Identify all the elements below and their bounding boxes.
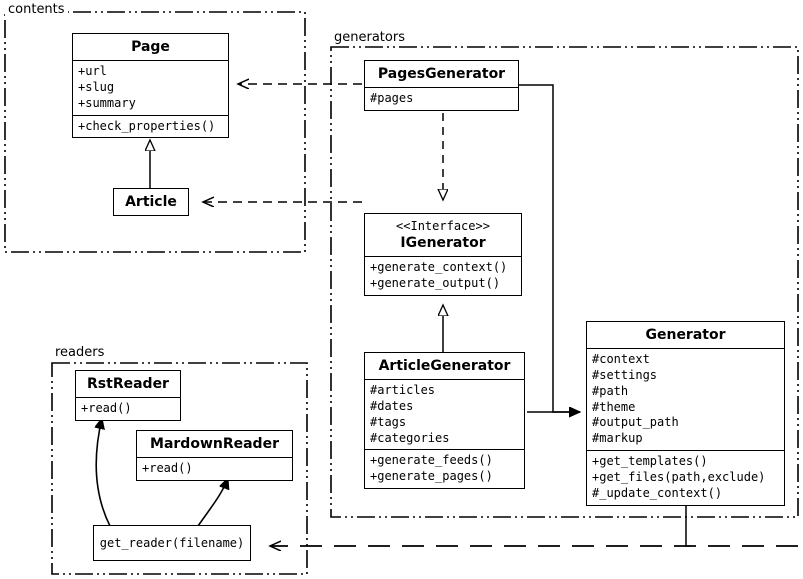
- class-article-title: Article: [125, 194, 177, 210]
- attribute: #path: [592, 383, 629, 398]
- attribute: #pages: [370, 91, 414, 106]
- class-igenerator[interactable]: [364, 213, 522, 296]
- method: +generate_output(): [370, 275, 501, 290]
- method: +read(): [142, 461, 193, 476]
- class-pages-generator-title: PagesGenerator: [377, 66, 506, 82]
- class-article-generator-title: ArticleGenerator: [378, 358, 511, 374]
- class-generator[interactable]: [586, 321, 785, 506]
- attribute: #settings: [592, 367, 658, 382]
- class-rst-reader[interactable]: [75, 370, 181, 421]
- class-igenerator-stereotype: <<Interface>>: [396, 219, 490, 233]
- method: +get_files(path,exclude): [592, 469, 766, 484]
- attribute: +slug: [78, 79, 115, 94]
- class-page-attributes: [73, 60, 228, 114]
- class-page-title: Page: [131, 39, 170, 55]
- class-mardown-reader-title: MardownReader: [150, 436, 279, 452]
- attribute: +summary: [78, 95, 136, 110]
- class-pages-generator-attributes: [365, 87, 518, 110]
- method: +get_templates(): [592, 454, 708, 469]
- attribute: #categories: [370, 430, 450, 445]
- class-page[interactable]: [72, 33, 229, 138]
- class-article[interactable]: [113, 188, 189, 216]
- method: +generate_context(): [370, 259, 508, 274]
- class-page-methods: [73, 115, 228, 138]
- class-generator-methods: [587, 450, 784, 504]
- class-rst-reader-title: RstReader: [87, 376, 169, 392]
- attribute: #dates: [370, 398, 414, 413]
- class-article-generator-methods: [365, 449, 524, 488]
- attribute: #output_path: [592, 415, 679, 430]
- package-label-contents: contents: [5, 2, 68, 17]
- class-generator-attributes: [587, 348, 784, 450]
- attribute: #context: [592, 352, 650, 367]
- function-get-reader[interactable]: [93, 525, 251, 561]
- class-mardown-reader[interactable]: [136, 430, 293, 481]
- method: +generate_feeds(): [370, 453, 493, 468]
- attribute: #articles: [370, 383, 436, 398]
- attribute: +url: [78, 64, 107, 79]
- attribute: #markup: [592, 431, 643, 446]
- class-mardown-reader-methods: [137, 457, 292, 480]
- method: +generate_pages(): [370, 469, 493, 484]
- method: +check_properties(): [78, 118, 216, 133]
- class-generator-title: Generator: [645, 327, 726, 343]
- method: +read(): [81, 401, 132, 416]
- attribute: #theme: [592, 399, 636, 414]
- class-igenerator-methods: [365, 256, 521, 295]
- attribute: #tags: [370, 414, 407, 429]
- class-igenerator-title: IGenerator: [400, 234, 486, 251]
- class-article-generator[interactable]: [364, 352, 525, 489]
- class-article-generator-attributes: [365, 379, 524, 449]
- method: #_update_context(): [592, 485, 723, 500]
- package-label-generators: generators: [331, 30, 408, 45]
- class-pages-generator[interactable]: [364, 60, 519, 111]
- class-rst-reader-methods: [76, 397, 180, 420]
- package-label-readers: readers: [52, 345, 107, 360]
- class-igenerator-header: [365, 214, 521, 256]
- function-get-reader-label: get_reader(filename): [99, 536, 245, 550]
